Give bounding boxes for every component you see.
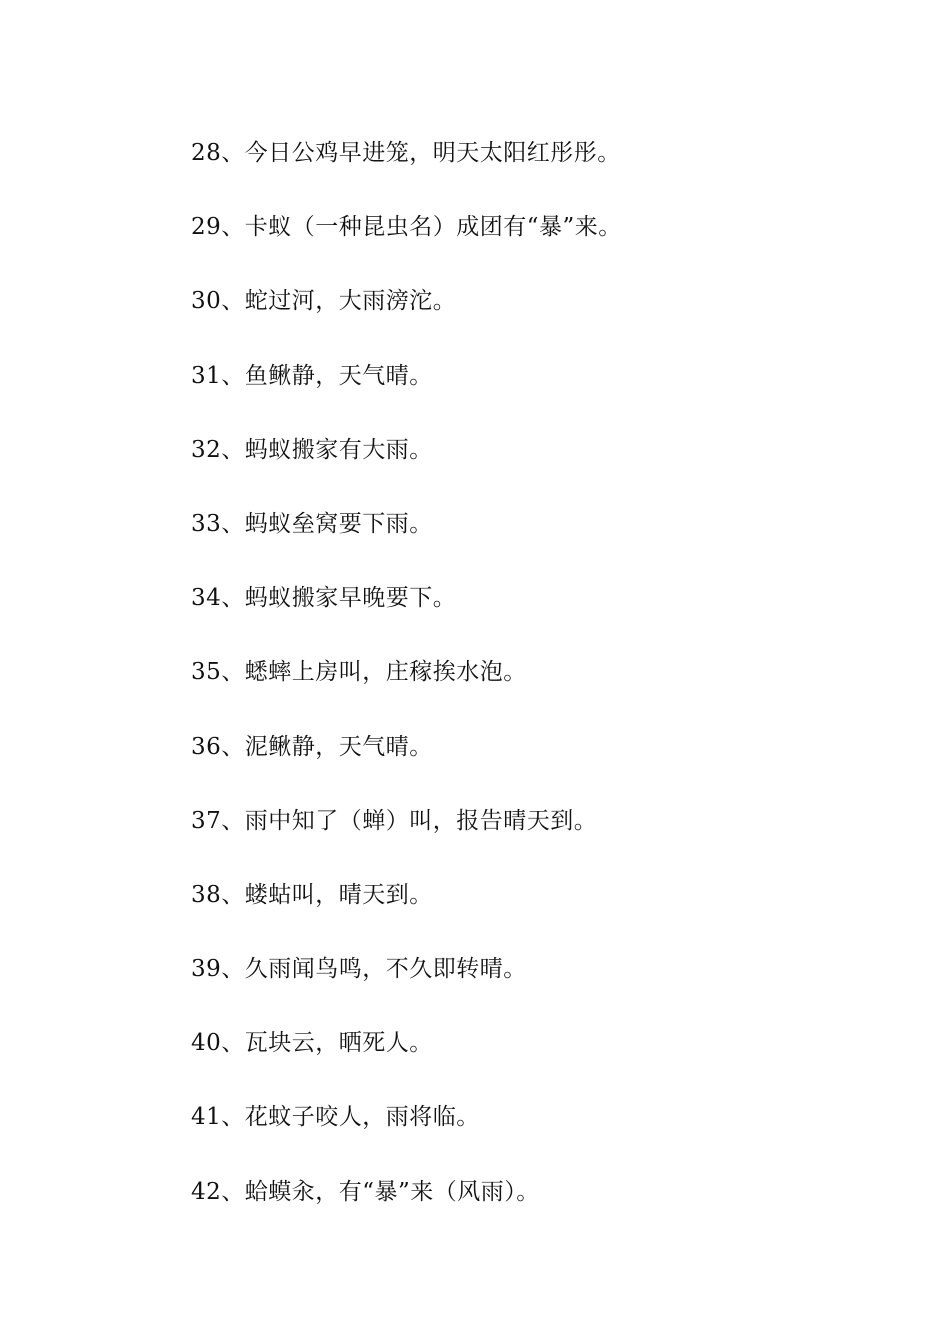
list-item: 37、雨中知了（蝉）叫，报告晴天到。 xyxy=(191,807,598,834)
list-item: 39、久雨闻鸟鸣，不久即转晴。 xyxy=(191,956,527,983)
list-item: 31、鱼鳅静，天气晴。 xyxy=(191,362,433,389)
list-item: 29、卡蚁（一种昆虫名）成团有“暴”来。 xyxy=(191,214,622,241)
list-item: 34、蚂蚁搬家早晚要下。 xyxy=(191,585,457,612)
list-item: 38、蝼蛄叫，晴天到。 xyxy=(191,881,433,908)
list-item: 35、蟋蟀上房叫，庄稼挨水泡。 xyxy=(191,659,527,686)
list-item: 40、瓦块云，晒死人。 xyxy=(191,1030,433,1057)
list-item: 33、蚂蚁垒窝要下雨。 xyxy=(191,510,433,537)
list-item: 41、花蚊子咬人，雨将临。 xyxy=(191,1104,480,1131)
list-item: 32、蚂蚁搬家有大雨。 xyxy=(191,436,433,463)
list-item: 30、蛇过河，大雨滂沱。 xyxy=(191,288,457,315)
list-item: 36、泥鳅静，天气晴。 xyxy=(191,733,433,760)
list-item: 42、蛤蟆汆，有“暴”来（风雨）。 xyxy=(191,1178,540,1205)
proverb-list xyxy=(191,134,891,1247)
list-item: 28、今日公鸡早进笼，明天太阳红彤彤。 xyxy=(191,140,621,166)
